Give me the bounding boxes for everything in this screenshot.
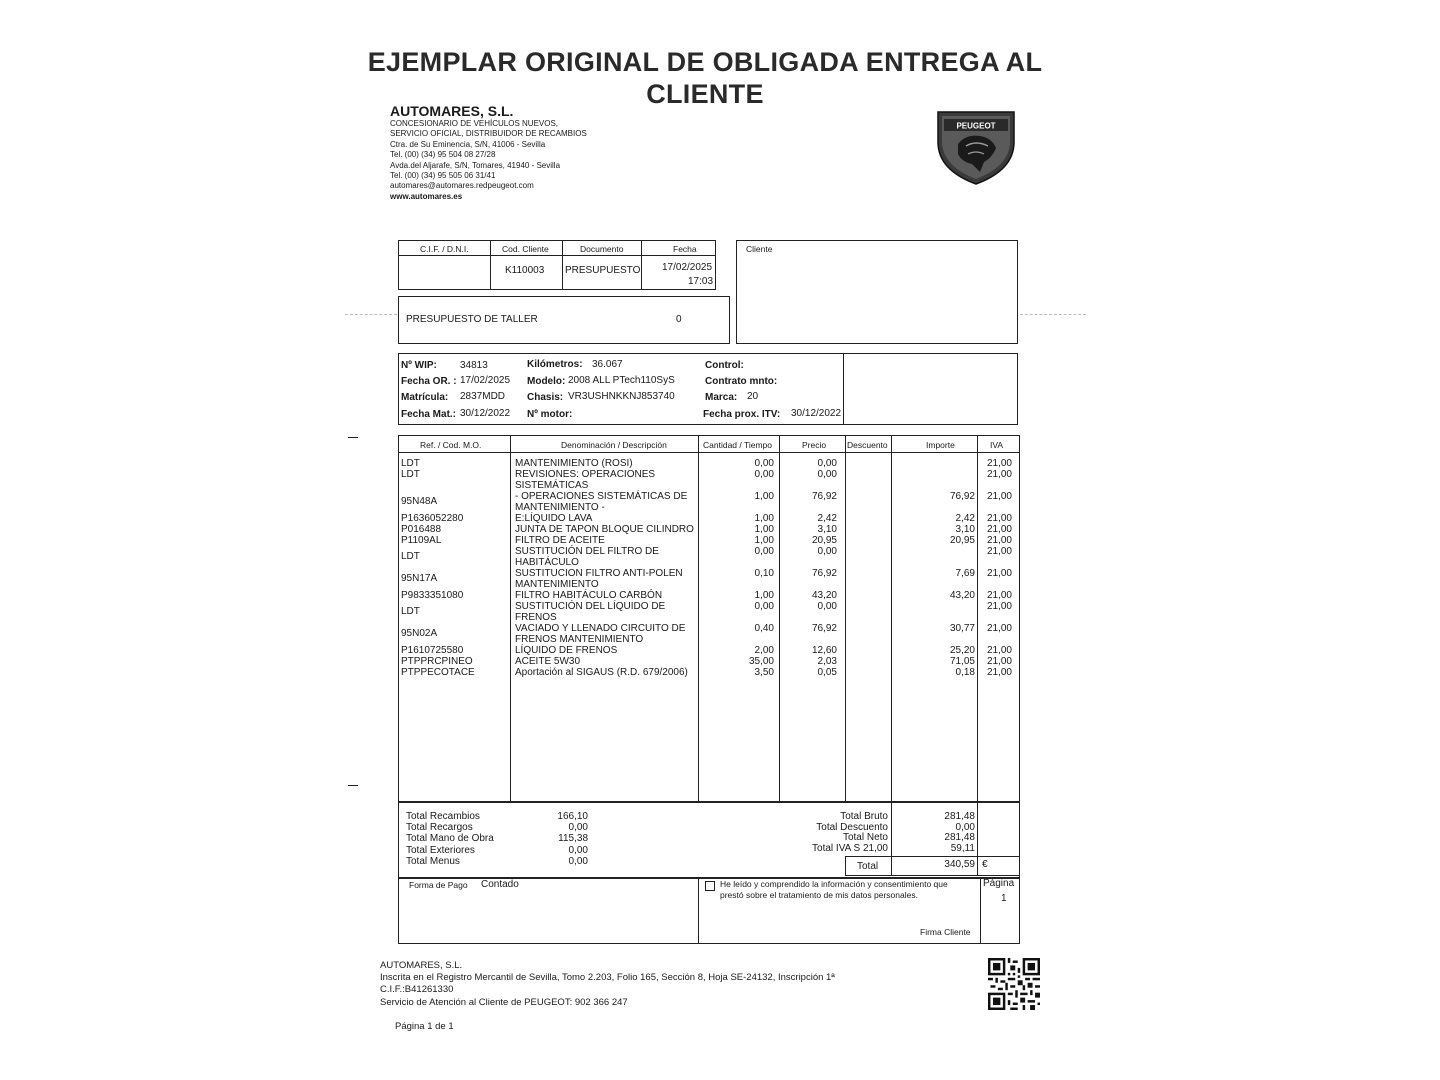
document-title: EJEMPLAR ORIGINAL DE OBLIGADA ENTREGA AL CLIENTE xyxy=(367,47,1043,109)
item-iva: 21,00 xyxy=(986,469,1012,480)
item-description: VACIADO Y LLENADO CIRCUITO DE xyxy=(515,623,686,634)
peugeot-logo xyxy=(932,108,1020,186)
item-amount: 20,95 xyxy=(949,535,975,546)
fecha-mat-value: 30/12/2022 xyxy=(460,408,511,419)
item-ref: 95N02A xyxy=(401,628,438,639)
matricula-value: 2837MDD xyxy=(460,391,506,402)
total-left-label: Total Menus xyxy=(406,855,460,867)
signature-label: Firma Cliente xyxy=(920,927,971,937)
item-description: HABITÁCULO xyxy=(515,557,579,568)
item-quantity: 0,00 xyxy=(754,601,774,612)
total-left-value: 166,10 xyxy=(557,811,588,822)
chasis-value: VR3USHNKKNJ853740 xyxy=(568,391,675,402)
company-line: automares@automares.redpeugeot.com xyxy=(390,181,534,191)
item-quantity: 1,00 xyxy=(754,524,774,535)
item-iva: 21,00 xyxy=(986,656,1012,667)
item-quantity: 1,00 xyxy=(754,491,774,502)
grand-total-label: Total xyxy=(857,861,879,872)
modelo-value: 2008 ALL PTech110SyS xyxy=(568,375,675,386)
company-line: Tel. (00) (34) 95 504 08 27/28 xyxy=(390,150,496,160)
itv-value: 30/12/2022 xyxy=(791,408,842,419)
total-left-value: 0,00 xyxy=(568,844,588,856)
page-value: 1 xyxy=(1001,893,1007,904)
item-price: 20,95 xyxy=(811,535,837,546)
col-header-iva: IVA xyxy=(990,440,1004,450)
consent-text: He leído y comprendido la información y consentimiento que xyxy=(720,879,948,889)
total-right-label: Total IVA S 21,00 xyxy=(812,842,888,854)
contrato-label: Contrato mnto: xyxy=(705,376,778,387)
item-quantity: 0,00 xyxy=(754,469,774,480)
item-iva: 21,00 xyxy=(986,645,1012,656)
item-price: 76,92 xyxy=(811,568,837,579)
itv-label: Fecha prox. ITV: xyxy=(703,409,781,420)
item-iva: 21,00 xyxy=(986,513,1012,524)
item-amount: 7,69 xyxy=(955,568,975,579)
item-price: 0,05 xyxy=(817,667,837,678)
item-description: SISTEMÁTICAS xyxy=(515,480,589,491)
chasis-label: Chasis: xyxy=(527,392,564,403)
item-quantity: 35,00 xyxy=(748,656,774,667)
item-description: MANTENIMIENTO (ROSI) xyxy=(515,458,633,469)
item-ref: LDT xyxy=(401,458,420,469)
modelo-label: Modelo: xyxy=(527,376,566,387)
hora-value: 17:03 xyxy=(688,276,714,287)
item-description: ACEITE 5W30 xyxy=(515,656,581,667)
total-right-value: 59,11 xyxy=(950,842,975,854)
item-description: MANTENIMIENTO xyxy=(515,579,599,590)
item-price: 43,20 xyxy=(811,590,837,601)
fecha-mat-label: Fecha Mat.: xyxy=(401,409,457,420)
total-right-value: 0,00 xyxy=(955,821,975,833)
item-iva: 21,00 xyxy=(986,590,1012,601)
footer-line: C.I.F.:B41261330 xyxy=(380,984,454,996)
item-price: 2,03 xyxy=(817,656,837,667)
cliente-box xyxy=(736,240,1018,344)
consent-text-2: prestó sobre el tratamiento de mis datos personales. xyxy=(720,890,918,900)
total-right-value: 281,48 xyxy=(944,811,975,822)
item-ref: P1109AL xyxy=(401,535,442,546)
item-description: JUNTA DE TAPON BLOQUE CILINDRO xyxy=(515,524,694,535)
item-price: 0,00 xyxy=(817,469,837,480)
item-price: 3,10 xyxy=(817,524,837,535)
item-description: FILTRO HABITÁCULO CARBÓN xyxy=(515,590,663,601)
item-quantity: 1,00 xyxy=(754,535,774,546)
item-description: FRENOS MANTENIMIENTO xyxy=(515,634,644,645)
item-amount: 2,42 xyxy=(955,513,975,524)
company-line: Avda.del Aljarafe, S/N, Tomares, 41940 - Sevilla xyxy=(390,160,561,170)
total-right-label: Total Descuento xyxy=(816,821,888,833)
item-description: LÍQUIDO DE FRENOS xyxy=(515,645,618,656)
company-website: www.automares.es xyxy=(390,191,463,201)
currency-symbol: € xyxy=(982,859,988,870)
item-price: 0,00 xyxy=(817,458,837,469)
col-header-qty: Cantidad / Tiempo xyxy=(703,440,772,450)
company-line: CONCESIONARIO DE VEHÍCULOS NUEVOS, xyxy=(390,119,559,128)
grand-total-value: 340,59 xyxy=(944,859,975,870)
item-ref: 95N48A xyxy=(401,496,438,507)
item-quantity: 0,00 xyxy=(754,546,774,557)
total-left-label: Total Mano de Obra xyxy=(406,833,494,845)
item-amount: 71,05 xyxy=(949,656,975,667)
cif-label: C.I.F. / D.N.I. xyxy=(420,244,469,254)
item-description: SUSTITUCIÓN DEL LÍQUIDO DE xyxy=(515,601,666,612)
page-label: Página xyxy=(983,878,1015,889)
item-quantity: 0,00 xyxy=(754,458,774,469)
item-ref: P9833351080 xyxy=(401,590,464,601)
item-amount: 76,92 xyxy=(949,491,975,502)
col-header-price: Precio xyxy=(802,440,827,450)
item-iva: 21,00 xyxy=(986,667,1012,678)
marca-value: 20 xyxy=(747,391,759,402)
col-header-discount: Descuento xyxy=(847,440,888,450)
svg-text:PEUGEOT: PEUGEOT xyxy=(956,121,996,131)
item-iva: 21,00 xyxy=(986,535,1012,546)
item-iva: 21,00 xyxy=(986,458,1012,469)
company-line: SERVICIO OFICIAL, DISTRIBUIDOR DE RECAMBIOS xyxy=(390,129,587,139)
total-left-label: Total Recambios xyxy=(406,811,480,822)
km-value: 36.067 xyxy=(592,359,623,370)
item-description: - OPERACIONES SISTEMÁTICAS DE xyxy=(515,491,688,502)
control-label: Control: xyxy=(705,360,744,371)
item-iva: 21,00 xyxy=(986,546,1012,557)
footer-line: Servicio de Atención al Cliente de PEUGEOT: 902 366 247 xyxy=(380,996,628,1008)
item-description: REVISIONES: OPERACIONES xyxy=(515,469,656,480)
item-price: 76,92 xyxy=(811,491,837,502)
item-price: 12,60 xyxy=(811,645,837,656)
cliente-label: Cliente xyxy=(746,244,773,254)
item-ref: 95N17A xyxy=(401,573,438,584)
item-amount: 30,77 xyxy=(949,623,975,634)
item-ref: P1636052280 xyxy=(401,513,464,524)
fecha-label: Fecha xyxy=(673,244,697,254)
marca-label: Marca: xyxy=(705,392,738,403)
item-quantity: 1,00 xyxy=(754,590,774,601)
total-left-value: 0,00 xyxy=(568,855,588,867)
cod-cliente-label: Cod. Cliente xyxy=(502,244,549,254)
fecha-or-label: Fecha OR. : xyxy=(401,376,457,387)
item-ref: LDT xyxy=(401,606,420,617)
total-left-label: Total Recargos xyxy=(406,822,473,834)
total-right-label: Total Neto xyxy=(842,832,888,844)
item-quantity: 0,40 xyxy=(754,623,774,634)
col-header-desc: Denominación / Descripción xyxy=(561,440,667,450)
item-price: 2,42 xyxy=(817,513,837,524)
total-right-label: Total Bruto xyxy=(840,811,888,822)
matricula-label: Matrícula: xyxy=(401,392,449,403)
wip-value: 34813 xyxy=(460,360,488,371)
item-ref: P016488 xyxy=(401,524,442,535)
footer-line: Inscrita en el Registro Mercantil de Sevilla, Tomo 2.203, Folio 165, Sección 8, Hoja SE-24132, Inscripción 1ª xyxy=(380,972,835,984)
item-description: MANTENIMIENTO - xyxy=(515,502,605,513)
item-iva: 21,00 xyxy=(986,601,1012,612)
total-right-value: 281,48 xyxy=(944,832,975,844)
col-header-amount: Importe xyxy=(926,440,955,450)
item-ref: LDT xyxy=(401,469,420,480)
item-description: FRENOS xyxy=(515,612,557,623)
item-iva: 21,00 xyxy=(986,623,1012,634)
item-price: 0,00 xyxy=(817,546,837,557)
documento-label: Documento xyxy=(580,244,624,254)
item-description: FILTRO DE ACEITE xyxy=(515,535,605,546)
motor-label: Nº motor: xyxy=(527,409,573,420)
item-amount: 3,10 xyxy=(955,524,975,535)
item-description: Aportación al SIGAUS (R.D. 679/2006) xyxy=(515,667,688,678)
item-quantity: 2,00 xyxy=(754,645,774,656)
wip-label: Nº WIP: xyxy=(401,360,437,371)
presupuesto-label: PRESUPUESTO DE TALLER xyxy=(406,314,538,325)
item-iva: 21,00 xyxy=(986,491,1012,502)
payment-value: Contado xyxy=(481,879,519,890)
item-description: SUSTITUCION FILTRO ANTI-POLEN xyxy=(515,568,683,579)
cod-cliente-value: K110003 xyxy=(505,265,545,276)
km-label: Kilómetros: xyxy=(527,359,583,370)
item-amount: 25,20 xyxy=(949,645,975,656)
company-details xyxy=(390,119,587,202)
fecha-or-value: 17/02/2025 xyxy=(460,375,511,386)
company-line: Tel. (00) (34) 95 505 06 31/41 xyxy=(390,171,496,181)
payment-label: Forma de Pago xyxy=(409,880,468,890)
consent-checkbox[interactable] xyxy=(705,881,715,891)
documento-value: PRESUPUESTO xyxy=(565,265,641,276)
total-left-value: 0,00 xyxy=(568,822,588,834)
item-amount: 0,18 xyxy=(955,667,975,678)
item-ref: PTPPECOTACE xyxy=(401,667,475,678)
total-left-value: 115,38 xyxy=(558,833,588,845)
item-iva: 21,00 xyxy=(986,568,1012,579)
item-price: 76,92 xyxy=(811,623,837,634)
col-header-ref: Ref. / Cod. M.O. xyxy=(420,440,482,450)
item-ref: PTPPRCPINEO xyxy=(401,656,473,667)
footer-line: AUTOMARES, S.L. xyxy=(380,960,463,971)
item-amount: 43,20 xyxy=(949,590,975,601)
item-ref: P1610725580 xyxy=(401,645,464,656)
page-number: Página 1 de 1 xyxy=(395,1021,454,1032)
presupuesto-value: 0 xyxy=(676,314,682,325)
item-ref: LDT xyxy=(401,551,420,562)
item-quantity: 1,00 xyxy=(754,513,774,524)
company-line: Ctra. de Su Eminencia, S/N, 41006 - Sevilla xyxy=(390,139,546,149)
item-description: E:LÍQUIDO LAVA xyxy=(515,513,593,524)
item-iva: 21,00 xyxy=(986,524,1012,535)
fecha-value: 17/02/2025 xyxy=(662,262,713,273)
total-left-label: Total Exteriores xyxy=(406,844,475,856)
item-description: SUSTITUCIÓN DEL FILTRO DE xyxy=(515,546,659,557)
item-quantity: 0,10 xyxy=(754,568,774,579)
footer xyxy=(380,960,835,1009)
company-name: AUTOMARES, S.L. xyxy=(390,103,514,119)
item-quantity: 3,50 xyxy=(754,667,774,678)
item-price: 0,00 xyxy=(817,601,837,612)
qr-code xyxy=(988,958,1040,1010)
